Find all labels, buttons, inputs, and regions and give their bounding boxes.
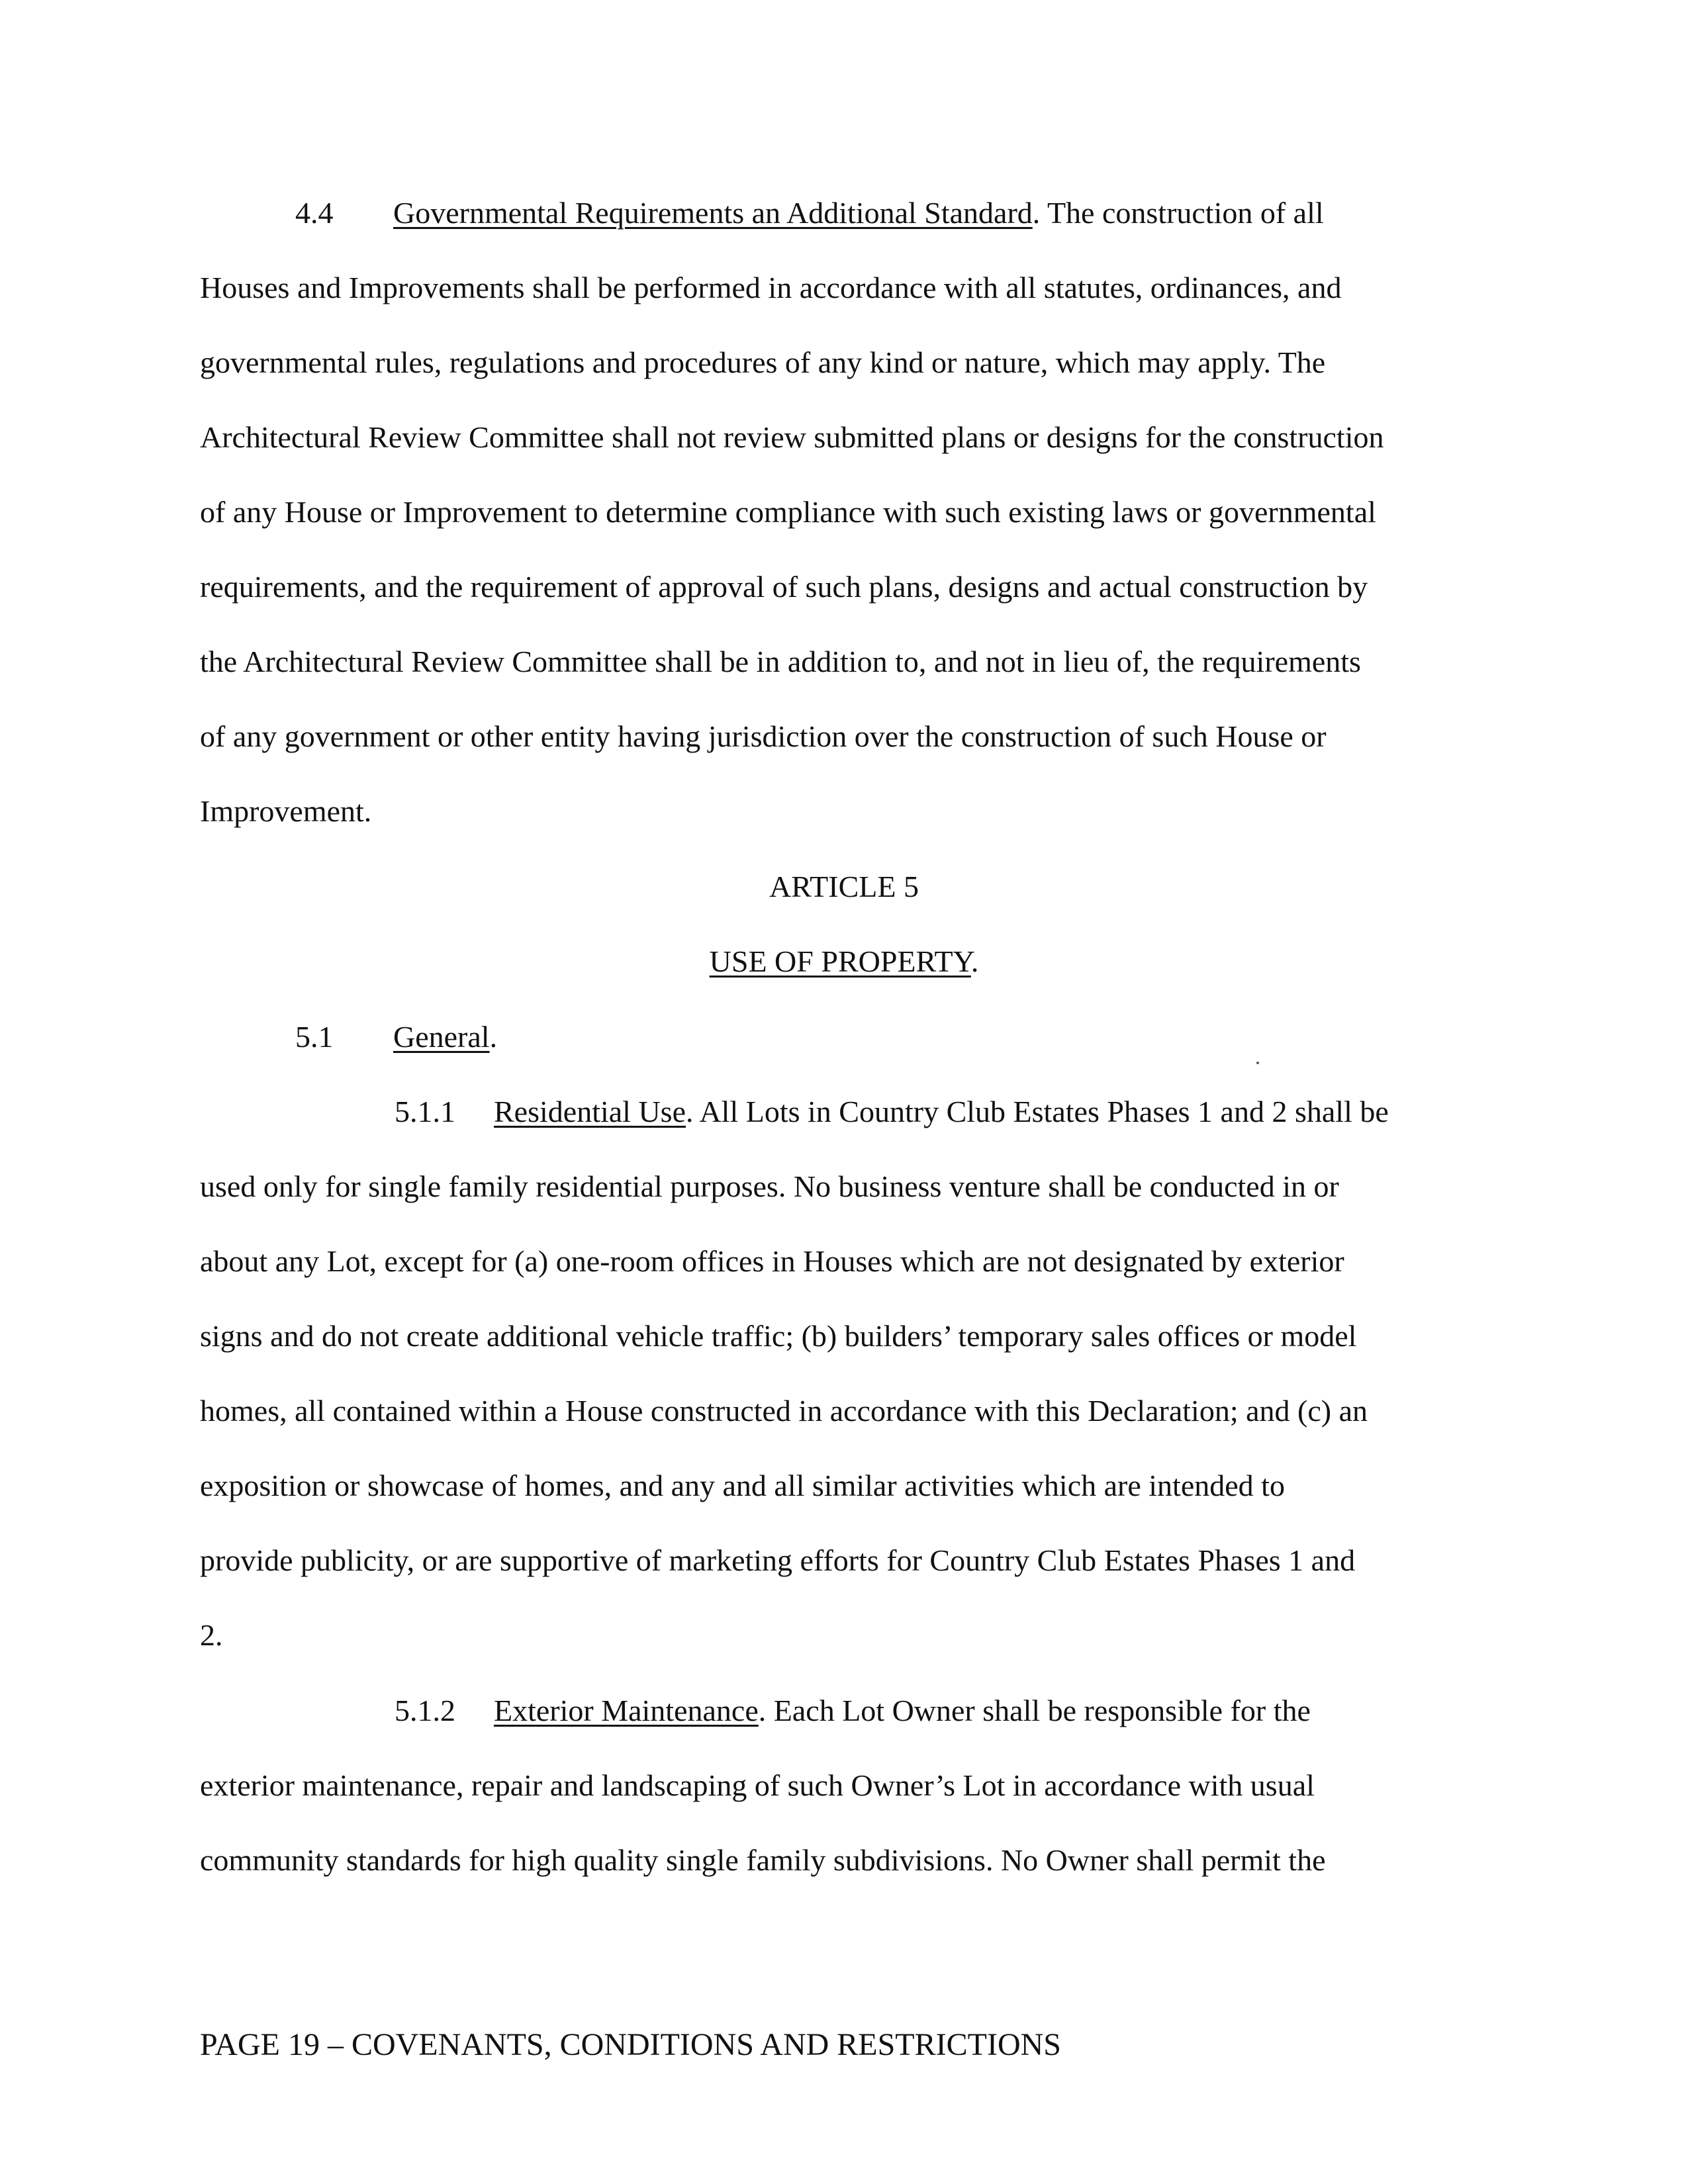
section-heading: Governmental Requirements an Additional Standard xyxy=(393,196,1033,230)
body-line: requirements, and the requirement of approval of such plans, designs and actual construction by xyxy=(200,570,1368,604)
article-title: ARTICLE 5 xyxy=(769,870,919,903)
body-line: about any Lot, except for (a) one-room offices in Houses which are not designated by exterior xyxy=(200,1244,1344,1278)
body-line: of any House or Improvement to determine compliance with such existing laws or governmental xyxy=(200,495,1376,529)
body-text: . All Lots in Country Club Estates Phases 1 and 2 shall be xyxy=(686,1095,1389,1128)
body-line: of any government or other entity having jurisdiction over the construction of such House or xyxy=(200,719,1327,753)
article-subtitle-wrap xyxy=(0,942,1688,981)
body-text: . Each Lot Owner shall be responsible for the xyxy=(758,1694,1311,1727)
body-line: used only for single family residential purposes. No business venture shall be conducted in or xyxy=(200,1169,1339,1203)
section-5-1-1-first-line xyxy=(395,1092,1389,1132)
body-line: signs and do not create additional vehicle traffic; (b) builders’ temporary sales offices or model xyxy=(200,1319,1357,1353)
section-heading: Exterior Maintenance xyxy=(494,1694,759,1727)
body-line: Houses and Improvements shall be performed in accordance with all statutes, ordinances, and xyxy=(200,271,1342,304)
body-line: provide publicity, or are supportive of marketing efforts for Country Club Estates Phases 1 and xyxy=(200,1543,1356,1577)
section-5-1-2-first-line xyxy=(395,1691,1311,1731)
body-line: exposition or showcase of homes, and any and all similar activities which are intended to xyxy=(200,1469,1285,1502)
section-4-4-first-line xyxy=(295,193,1324,233)
body-line: Architectural Review Committee shall not review submitted plans or designs for the construction xyxy=(200,420,1384,454)
section-heading: Residential Use xyxy=(494,1095,686,1128)
section-heading: General xyxy=(393,1020,490,1054)
scan-speck xyxy=(1256,1062,1259,1064)
section-heading-period: . xyxy=(489,1020,498,1054)
section-number: 4.4 xyxy=(295,196,334,230)
section-number: 5.1 xyxy=(295,1020,334,1054)
section-number: 5.1.2 xyxy=(395,1694,455,1727)
page-footer: PAGE 19 – COVENANTS, CONDITIONS AND RESTRICTIONS xyxy=(200,2027,1061,2062)
body-line: 2. xyxy=(200,1618,223,1652)
body-text: . The construction of all xyxy=(1032,196,1324,230)
body-line: the Architectural Review Committee shall be in addition to, and not in lieu of, the requirements xyxy=(200,645,1361,678)
body-line: community standards for high quality single family subdivisions. No Owner shall permit the xyxy=(200,1843,1326,1877)
body-line: Improvement. xyxy=(200,794,372,828)
article-subtitle-period: . xyxy=(970,944,979,978)
body-line: governmental rules, regulations and procedures of any kind or nature, which may apply. The xyxy=(200,345,1326,379)
section-number: 5.1.1 xyxy=(395,1095,455,1128)
body-line: homes, all contained within a House constructed in accordance with this Declaration; and (c) an xyxy=(200,1394,1368,1428)
section-5-1-heading xyxy=(295,1017,497,1057)
article-subtitle: USE OF PROPERTY xyxy=(709,944,971,978)
body-line: exterior maintenance, repair and landscaping of such Owner’s Lot in accordance with usual xyxy=(200,1768,1315,1802)
